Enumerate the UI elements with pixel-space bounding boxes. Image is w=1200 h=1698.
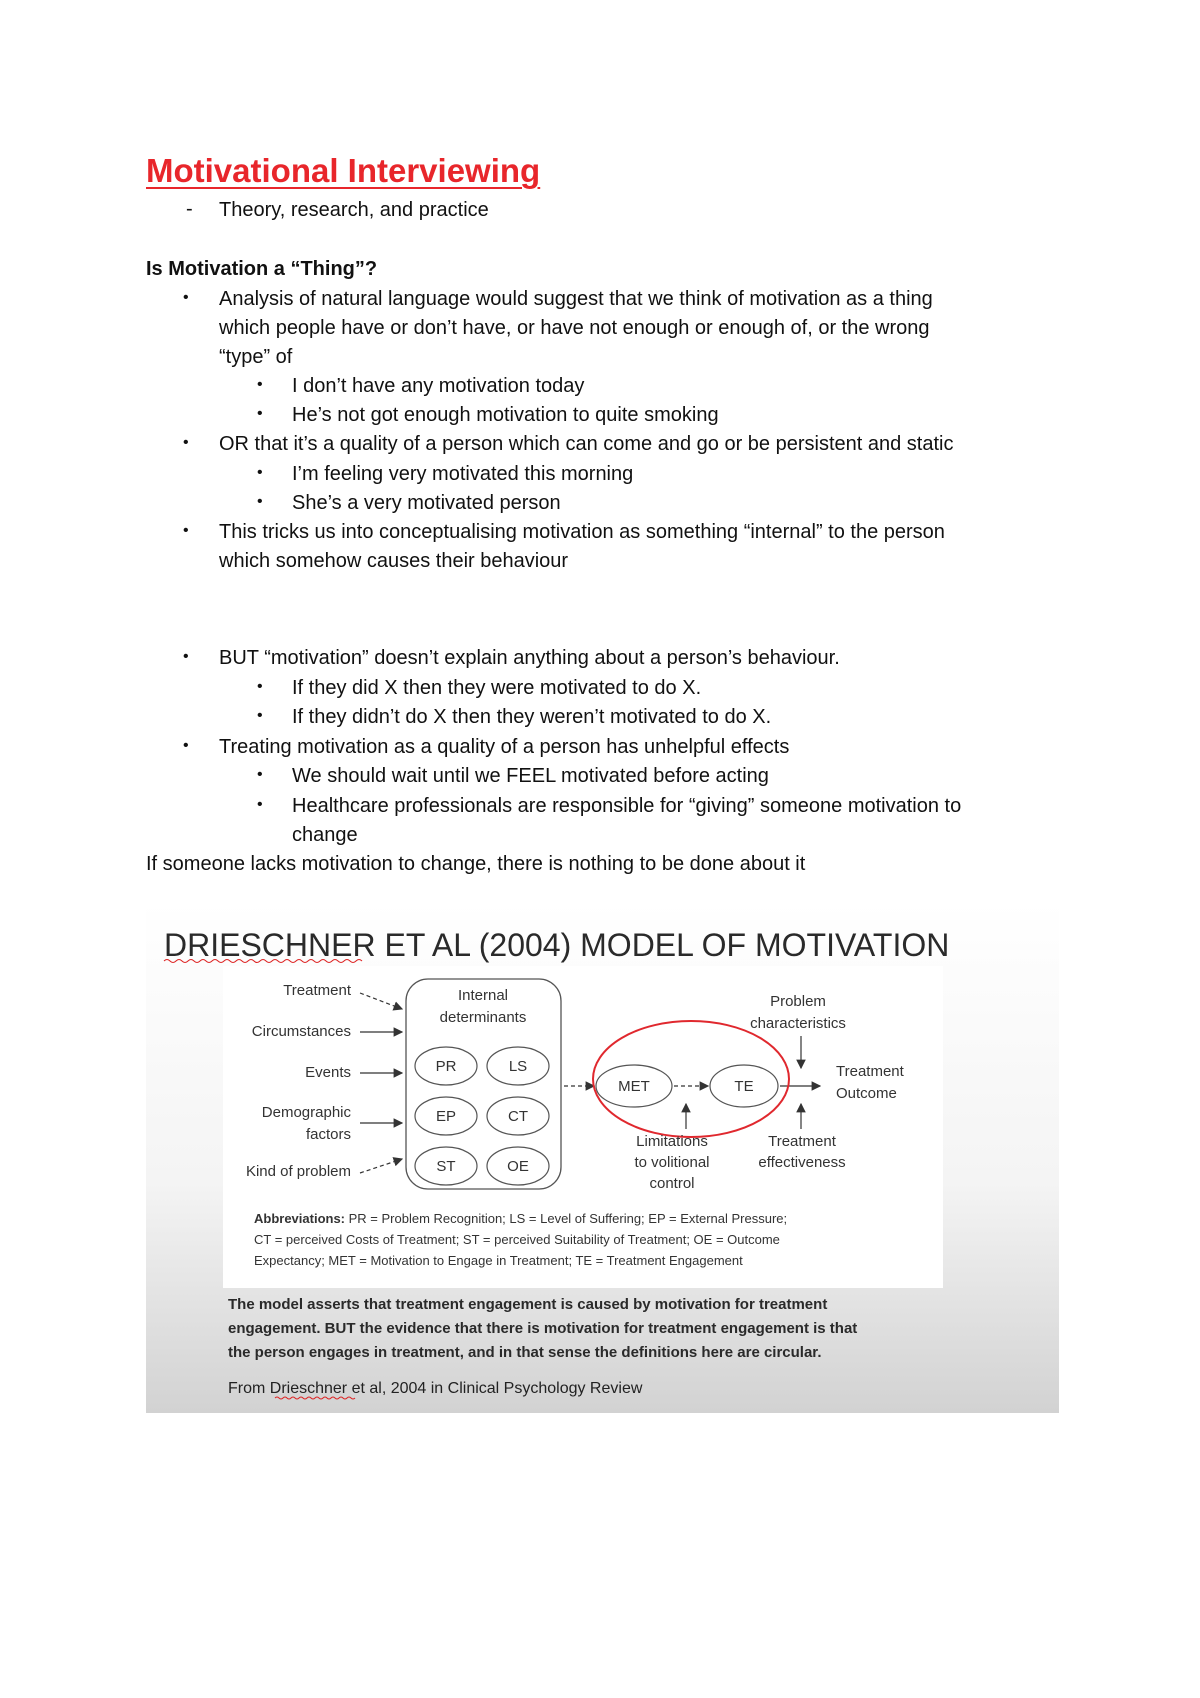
sub-bullet-line: I’m feeling very motivated this morning <box>292 463 634 485</box>
sub-bullet-line: I don’t have any motivation today <box>292 375 585 397</box>
closing-line: If someone lacks motivation to change, there is nothing to be done about it <box>146 853 806 875</box>
abbreviations-line-3: Expectancy; MET = Motivation to Engage in Treatment; TE = Treatment Engagement <box>254 1253 743 1268</box>
effectiveness-label-2: effectiveness <box>758 1154 846 1171</box>
sub-bullet-marker: • <box>257 707 263 724</box>
effectiveness-label-1: Treatment <box>768 1133 836 1150</box>
document-title: Motivational Interviewing <box>146 152 541 189</box>
determinant-label-st: ST <box>436 1158 456 1175</box>
limitations-label-2: to volitional <box>634 1154 710 1171</box>
internal-label: Internal <box>457 987 509 1004</box>
problem-label: Problem <box>770 993 826 1010</box>
sub-bullet-line: If they did X then they were motivated to do X. <box>292 677 702 699</box>
document-subtitle: Theory, research, and practice <box>219 199 489 221</box>
figure-source: From Drieschner et al, 2004 in Clinical Psychology Review <box>228 1380 643 1397</box>
caption-line-3: the person engages in treatment, and in that sense the definitions here are circular. <box>228 1344 822 1361</box>
sub-bullet-line: Healthcare professionals are responsible for “giving” someone motivation to <box>292 795 962 817</box>
bullet-line: “type” of <box>219 346 293 368</box>
sub-bullet-line: We should wait until we FEEL motivated before acting <box>292 765 769 787</box>
bullet-line: BUT “motivation” doesn’t explain anything about a person’s behaviour. <box>219 647 840 669</box>
outcome-label-treatment: Treatment <box>836 1063 904 1080</box>
caption-line-1: The model asserts that treatment engagement is caused by motivation for treatment <box>228 1296 828 1313</box>
abbreviations-line-1 <box>254 1211 787 1226</box>
outcome-label-outcome: Outcome <box>836 1085 897 1102</box>
model-figure <box>146 901 1059 1413</box>
bullet-line: Analysis of natural language would suggest that we think of motivation as a thing <box>219 288 933 310</box>
model-diagram <box>146 901 1059 1413</box>
bullet-line: which somehow causes their behaviour <box>219 550 569 572</box>
bullet-line: OR that it’s a quality of a person which can come and go or be persistent and static <box>219 433 954 455</box>
input-label-factors: factors <box>305 1126 351 1143</box>
bullet-line: which people have or don’t have, or have not enough or enough of, or the wrong <box>219 317 930 339</box>
determinant-label-ct: CT <box>508 1108 528 1125</box>
abbreviations-text: PR = Problem Recognition; LS = Level of Suffering; EP = External Pressure; <box>345 1211 788 1226</box>
determinant-label-pr: PR <box>435 1058 457 1075</box>
section-heading: Is Motivation a “Thing”? <box>146 258 378 280</box>
characteristics-label: characteristics <box>750 1015 846 1032</box>
te-label: TE <box>734 1078 754 1095</box>
sub-bullet-marker: • <box>257 464 263 481</box>
dash-marker: - <box>186 198 193 220</box>
input-label-events: Events <box>305 1064 351 1081</box>
bullet-marker: • <box>183 522 189 539</box>
sub-bullet-line: If they didn’t do X then they weren’t motivated to do X. <box>292 706 772 728</box>
bullet-marker: • <box>183 737 189 754</box>
abbreviations-heading: Abbreviations: <box>254 1211 346 1226</box>
sub-bullet-marker: • <box>257 493 263 510</box>
bullet-marker: • <box>183 289 189 306</box>
bullet-line: Treating motivation as a quality of a person has unhelpful effects <box>219 736 790 758</box>
input-label-demographic: Demographic <box>261 1104 351 1121</box>
input-label-circumstances: Circumstances <box>251 1023 351 1040</box>
determinant-label-ls: LS <box>508 1058 528 1075</box>
limitations-label-3: control <box>649 1175 695 1192</box>
input-label-kind-of-problem: Kind of problem <box>245 1163 351 1180</box>
met-label: MET <box>618 1078 650 1095</box>
sub-bullet-marker: • <box>257 405 263 422</box>
sub-bullet-marker: • <box>257 376 263 393</box>
limitations-label-1: Limitations <box>636 1133 708 1150</box>
sub-bullet-line: He’s not got enough motivation to quite smoking <box>292 404 719 426</box>
figure-title: DRIESCHNER ET AL (2004) MODEL OF MOTIVATION <box>164 927 950 963</box>
determinant-label-oe: OE <box>507 1158 529 1175</box>
sub-bullet-marker: • <box>257 766 263 783</box>
input-label-treatment: Treatment <box>283 982 351 999</box>
bullet-marker: • <box>183 648 189 665</box>
sub-bullet-continuation: change <box>292 824 358 846</box>
bullet-marker: • <box>183 434 189 451</box>
sub-bullet-marker: • <box>257 796 263 813</box>
sub-bullet-marker: • <box>257 678 263 695</box>
abbreviations-line-2: CT = perceived Costs of Treatment; ST = perceived Suitability of Treatment; OE = Outcome <box>254 1232 780 1247</box>
caption-line-2: engagement. BUT the evidence that there is motivation for treatment engagement is that <box>228 1320 858 1337</box>
determinants-label: determinants <box>439 1009 527 1026</box>
bullet-line: This tricks us into conceptualising motivation as something “internal” to the person <box>219 521 945 543</box>
sub-bullet-line: She’s a very motivated person <box>292 492 561 514</box>
determinant-label-ep: EP <box>435 1108 457 1125</box>
